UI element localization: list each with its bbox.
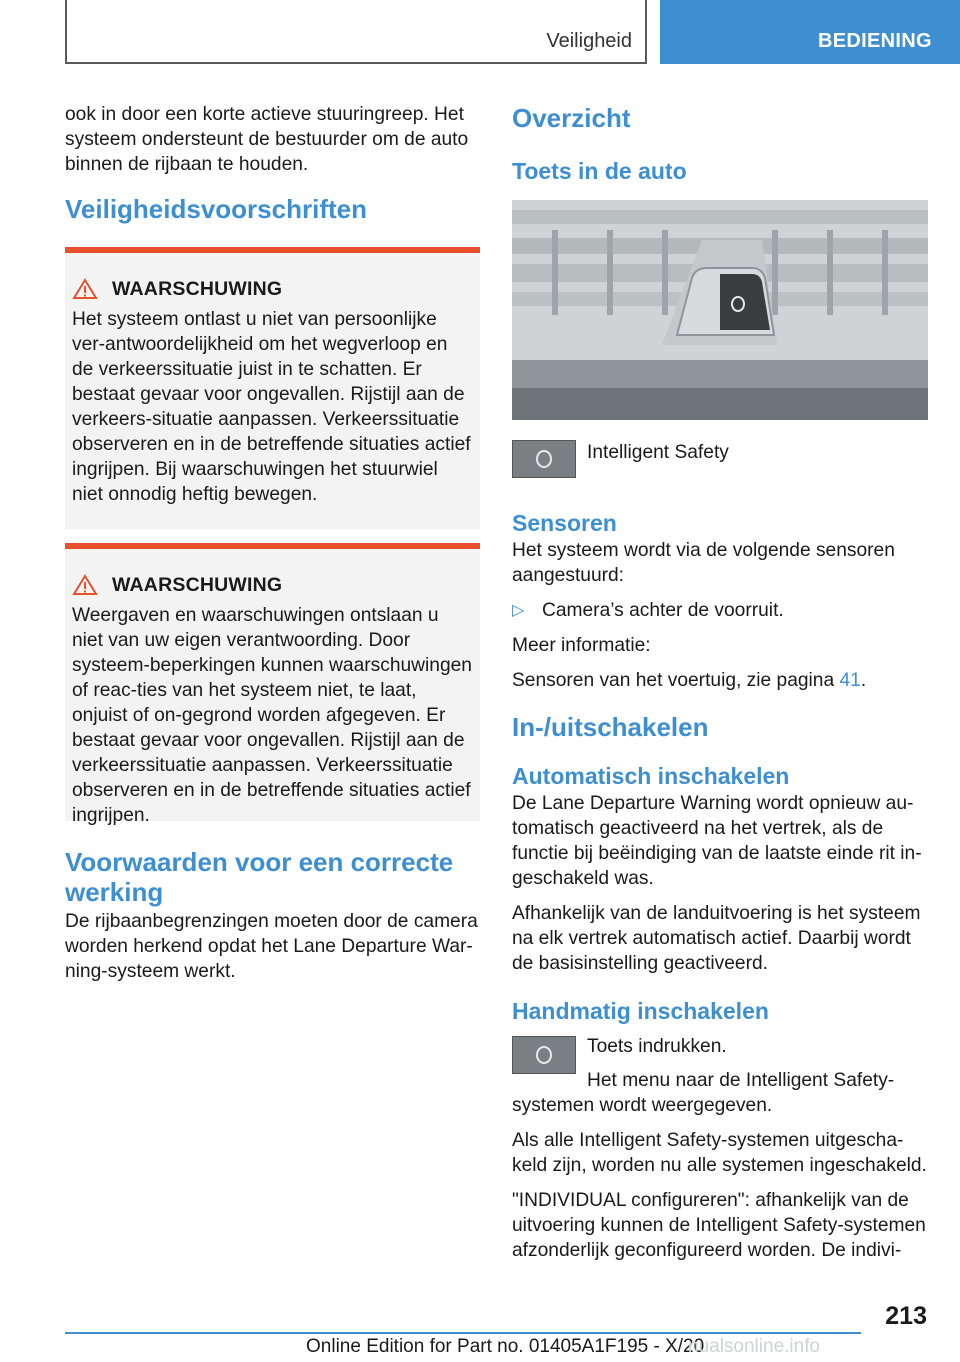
right-column [512, 102, 928, 1273]
auto-paragraph-1: De Lane Departure Warning wordt opnieuw au-tomatisch geactiveerd na het vertrek, als de functie bij beëindiging van de laatste einde rit in-geschakeld was. [512, 793, 922, 889]
warning-box-2 [65, 543, 480, 826]
footer-edition: Online Edition for Part no. 01405A1F195 - X/20 [306, 1336, 705, 1357]
bullet-triangle-icon: ▷ [512, 602, 525, 619]
manual-paragraph-1: Als alle Intelligent Safety-systemen uitgescha-keld zijn, worden nu alle systemen ingeschakeld. [512, 1130, 927, 1176]
header-chapter-tab: BEDIENING [660, 0, 960, 64]
warning-triangle-icon [72, 277, 112, 301]
sensors-ref-end: . [860, 670, 867, 691]
header-section-title: Veiligheid [546, 30, 632, 52]
page-number: 213 [885, 1302, 927, 1330]
warning-text: Het systeem ontlast u niet van persoonlijke ver-antwoordelijkheid om het wegverloop en de verkeerssituatie juist in te schatten. Er bestaat gevaar voor ongevallen. Rijstijl aan de verkeers-situatie aanpassen. Verkeerssituatie observeren en in de betreffende situaties actief ingrijpen. Bij waarschuwingen het stuurwiel niet onnodig heftig bewegen. [72, 309, 471, 505]
page-link[interactable]: 41 [839, 670, 861, 691]
list-item [512, 598, 928, 633]
sensors-ref-text: Sensoren van het voertuig, zie pagina [512, 670, 840, 691]
auto-paragraph-2: Afhankelijk van de landuitvoering is het systeem na elk vertrek automatisch actief. Daarbij wordt de basisinstelling geactiveerd. [512, 903, 921, 974]
button-legend-row [512, 440, 928, 478]
auto-heading: Automatisch inschakelen [512, 763, 790, 789]
sensors-reference [512, 668, 928, 693]
footer-rule [65, 1332, 861, 1334]
button-label: Intelligent Safety [587, 442, 729, 463]
warning-title-row [72, 573, 472, 597]
conditions-heading: Voorwaarden voor een correcte werking [65, 847, 454, 907]
warning-box-1 [65, 247, 480, 529]
grille-illustration [512, 200, 928, 420]
sensors-item: Camera’s achter de voorruit. [542, 600, 784, 621]
warning-title: WAARSCHUWING [112, 573, 283, 596]
button-heading: Toets in de auto [512, 158, 687, 184]
left-column [65, 102, 480, 994]
sensors-paragraph: Het systeem wordt via de volgende sensoren aangestuurd: [512, 540, 895, 586]
more-info: Meer informatie: [512, 635, 651, 656]
intro-paragraph: ook in door een korte actieve stuuringreep. Het systeem ondersteunt de bestuurder om de auto binnen de rijbaan te houden. [65, 104, 469, 175]
warning-text: Weergaven en waarschuwingen ontslaan u niet van uw eigen verantwoording. Door systeem-beperkingen kunnen waarschuwingen of reac-ties van het systeem niet, te laat, onjuist of on-gegrond worden afgegeven. Er bestaat gevaar voor ongevallen. Rijstijl aan de verkeerssituatie aanpassen. Verkeerssituatie observeren en in de betreffende situaties actief ingrijpen. [72, 605, 472, 826]
overview-heading: Overzicht [512, 103, 631, 133]
intelligent-safety-button-icon [512, 1036, 576, 1074]
car-button-photo [512, 200, 928, 420]
manual-step-2: Het menu naar de Intelligent Safety-systemen wordt weergegeven. [512, 1070, 895, 1116]
warning-triangle-icon [72, 573, 112, 597]
manual-heading: Handmatig inschakelen [512, 998, 769, 1024]
intelligent-safety-button-icon [512, 440, 576, 478]
manual-paragraph-2: "INDIVIDUAL configureren": afhankelijk van de uitvoering kunnen de Intelligent Safety-systemen afzonderlijk geconfigureerd worden. De indivi- [512, 1190, 926, 1261]
footer-watermark: nualsonline.info [688, 1336, 821, 1357]
conditions-paragraph: De rijbaanbegrenzingen moeten door de camera worden herkend opdat het Lane Departure War-ning-systeem werkt. [65, 911, 478, 982]
manual-step-1: Toets indrukken. [587, 1036, 727, 1057]
onoff-heading: In-/uitschakelen [512, 712, 709, 742]
warning-title: WAARSCHUWING [112, 277, 283, 300]
warning-title-row [72, 277, 472, 301]
safety-heading: Veiligheidsvoorschriften [65, 194, 367, 224]
sensors-heading: Sensoren [512, 510, 617, 536]
